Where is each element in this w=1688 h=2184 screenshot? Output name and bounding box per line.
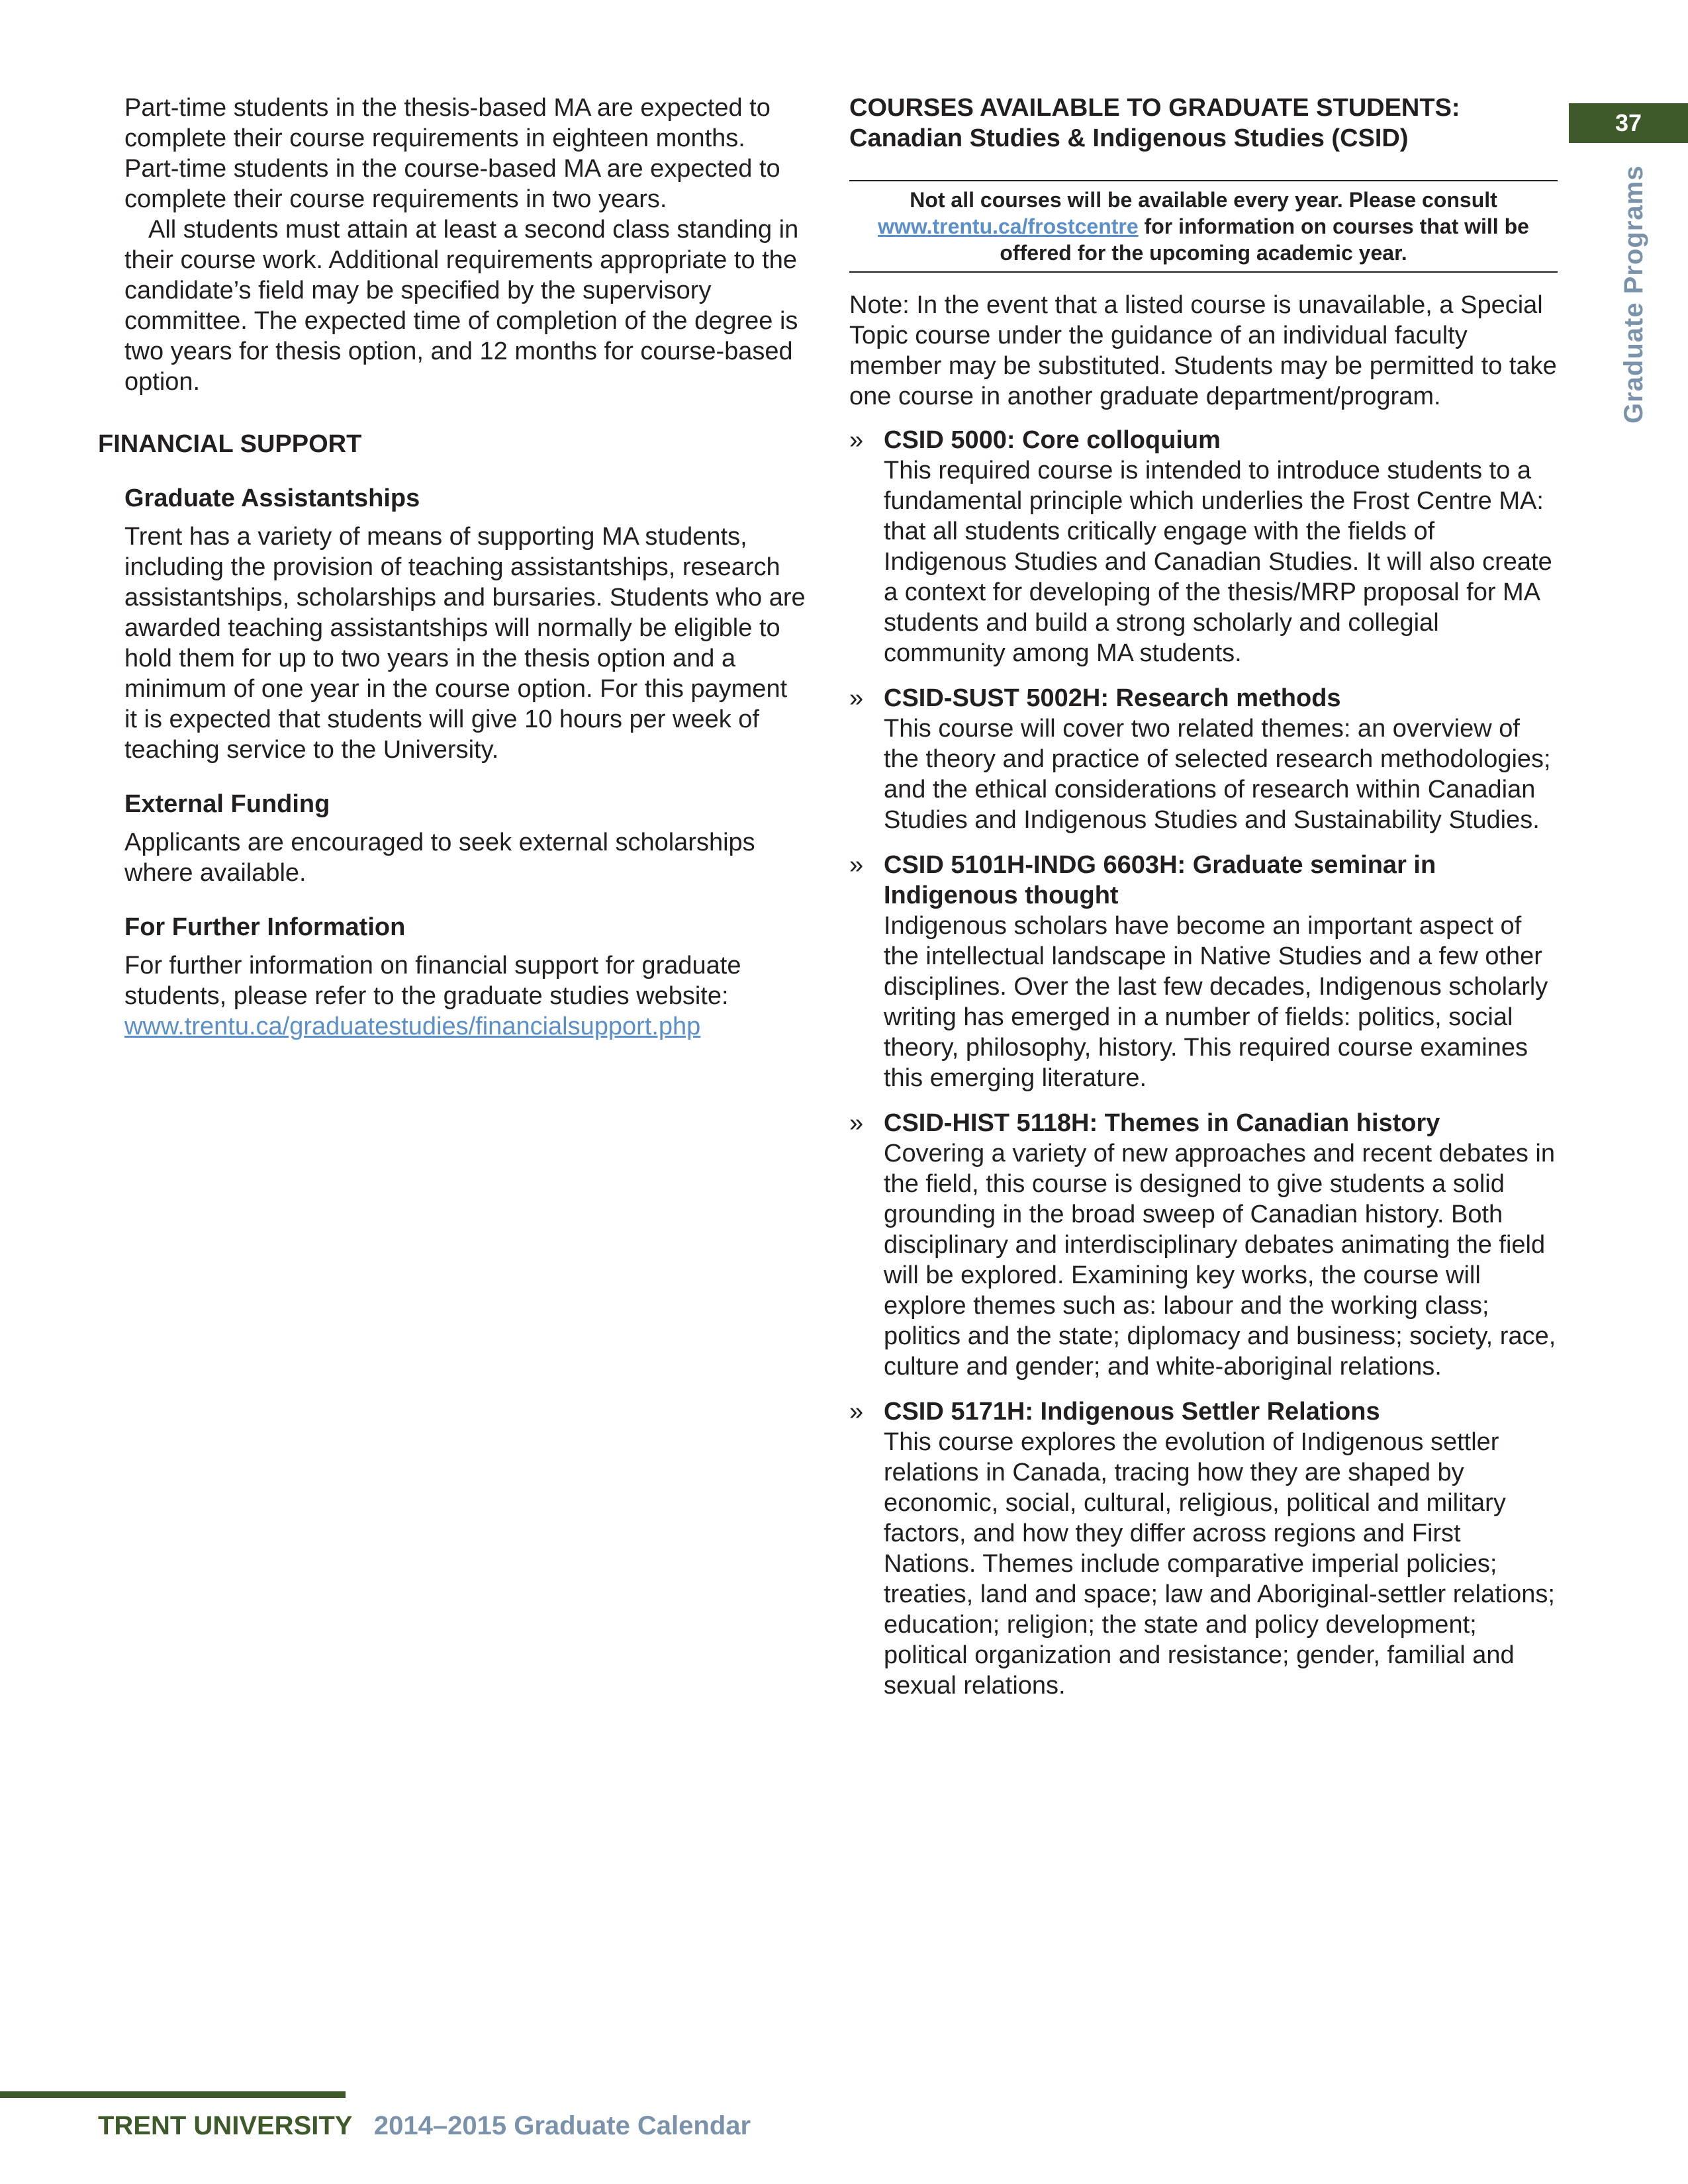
right-column [849,93,1558,1715]
footer-calendar: 2014–2015 Graduate Calendar [373,2111,751,2140]
courses-title-line2: Canadian Studies & Indigenous Studies (CSID) [849,124,1409,152]
notice-text-start: Not all courses will be available every year. Please consult [910,188,1497,212]
graduate-assistantships-heading: Graduate Assistantships [124,484,420,512]
bullet-icon: » [849,684,864,712]
bullet-icon: » [849,426,864,454]
course-title: CSID-SUST 5002H: Research methods [884,684,1341,712]
section-side-label: Graduate Programs [1619,165,1648,424]
course-description: Indigenous scholars have become an important aspect of the intellectual landscape in Native Studies and a few other disciplines. Over the last few decades, Indigenous scholarly writing has emerged in a number of fields: politics, social theory, philosophy, history. This required course examines this emerging literature. [884,912,1548,1092]
course-item [849,425,1558,668]
standing-paragraph: All students must attain at least a second class standing in their course work. Additional requirements appropriate to the candidate’s field may be specified by the supervisory committee. The expected time of completion of the degree is two years for thesis option, and 12 months for course-based option. [124,216,799,396]
course-title: CSID 5000: Core colloquium [884,426,1221,454]
further-information-text [98,950,806,1042]
availability-notice [849,180,1558,273]
course-item [849,850,1558,1093]
notice-text-end: for information on courses that will be offered for the upcoming academic year. [1000,214,1529,265]
financial-support-heading: FINANCIAL SUPPORT [98,430,362,458]
course-description: This course will cover two related themes: an overview of the theory and practice of selected research methodologies; and the ethical considerations of research within Canadian Studies and Indigenous Studies and Sustainability Studies. [884,715,1551,834]
left-column [98,93,806,1042]
further-information-sentence: For further information on financial support for graduate students, please refer to the graduate studies website: [124,952,741,1010]
course-item [849,683,1558,835]
course-title: CSID 5171H: Indigenous Settler Relations [884,1398,1380,1426]
course-description: This required course is intended to introduce students to a fundamental principle which underlies the Frost Centre MA: that all students critically engage with the fields of Indigenous Studies and Canadian Studies. It will also create a context for developing of the thesis/MRP proposal for MA students and build a strong scholarly and collegial community among MA students. [884,457,1552,667]
bullet-icon: » [849,1398,864,1426]
footer-university: TRENT UNIVERSITY [98,2111,352,2140]
frostcentre-link[interactable]: www.trentu.ca/frostcentre [878,214,1139,238]
further-information-heading: For Further Information [124,913,406,941]
course-title: CSID 5101H-INDG 6603H: Graduate seminar in Indigenous thought [884,851,1436,909]
bullet-icon: » [849,1109,864,1137]
external-funding-heading: External Funding [124,790,330,818]
courses-title [849,93,1558,154]
course-description: Covering a variety of new approaches and recent debates in the field, this course is designed to give students a solid grounding in the broad sweep of Canadian history. Both disciplinary and interdisciplinary debates animating the field will be explored. Examining key works, the course will explore themes such as: labour and the working class; politics and the state; diplomacy and business; society, race, culture and gender; and white-aboriginal relations. [884,1140,1556,1381]
bullet-icon: » [849,851,864,879]
footer [98,2111,751,2141]
substitution-note: Note: In the event that a listed course is unavailable, a Special Topic course under the guidance of an individual faculty member may be substituted. Students may be permitted to take one course in another graduate department/program. [849,291,1557,410]
course-item [849,1108,1558,1382]
course-title: CSID-HIST 5118H: Themes in Canadian history [884,1109,1440,1137]
course-item [849,1396,1558,1701]
courses-title-line1: COURSES AVAILABLE TO GRADUATE STUDENTS: [849,94,1460,122]
course-description: This course explores the evolution of Indigenous settler relations in Canada, tracing how they are shaped by economic, social, cultural, religious, political and military factors, and how they differ across regions and First Nations. Themes include comparative imperial policies; treaties, land and space; law and Aboriginal-settler relations; education; religion; the state and policy development; political organization and resistance; gender, familial and sexual relations. [884,1428,1555,1700]
footer-rule [0,2091,346,2098]
page-number-tab: 37 [1569,103,1688,143]
part-time-paragraph: Part-time students in the thesis-based MA are expected to complete their course requirements in eighteen months. Part-time students in the course-based MA are expected to complete their course requirements in two years. [124,94,780,213]
graduate-assistantships-text: Trent has a variety of means of supporting MA students, including the provision of teaching assistantships, research assistantships, scholarships and bursaries. Students who are awarded teaching assistantships will normally be eligible to hold them for up to two years in the thesis option and a minimum of one year in the course option. For this payment it is expected that students will give 10 hours per week of teaching service to the University. [124,523,806,764]
financial-support-link[interactable]: www.trentu.ca/graduatestudies/financialsupport.php [124,1013,701,1040]
external-funding-text: Applicants are encouraged to seek external scholarships where available. [124,829,755,887]
